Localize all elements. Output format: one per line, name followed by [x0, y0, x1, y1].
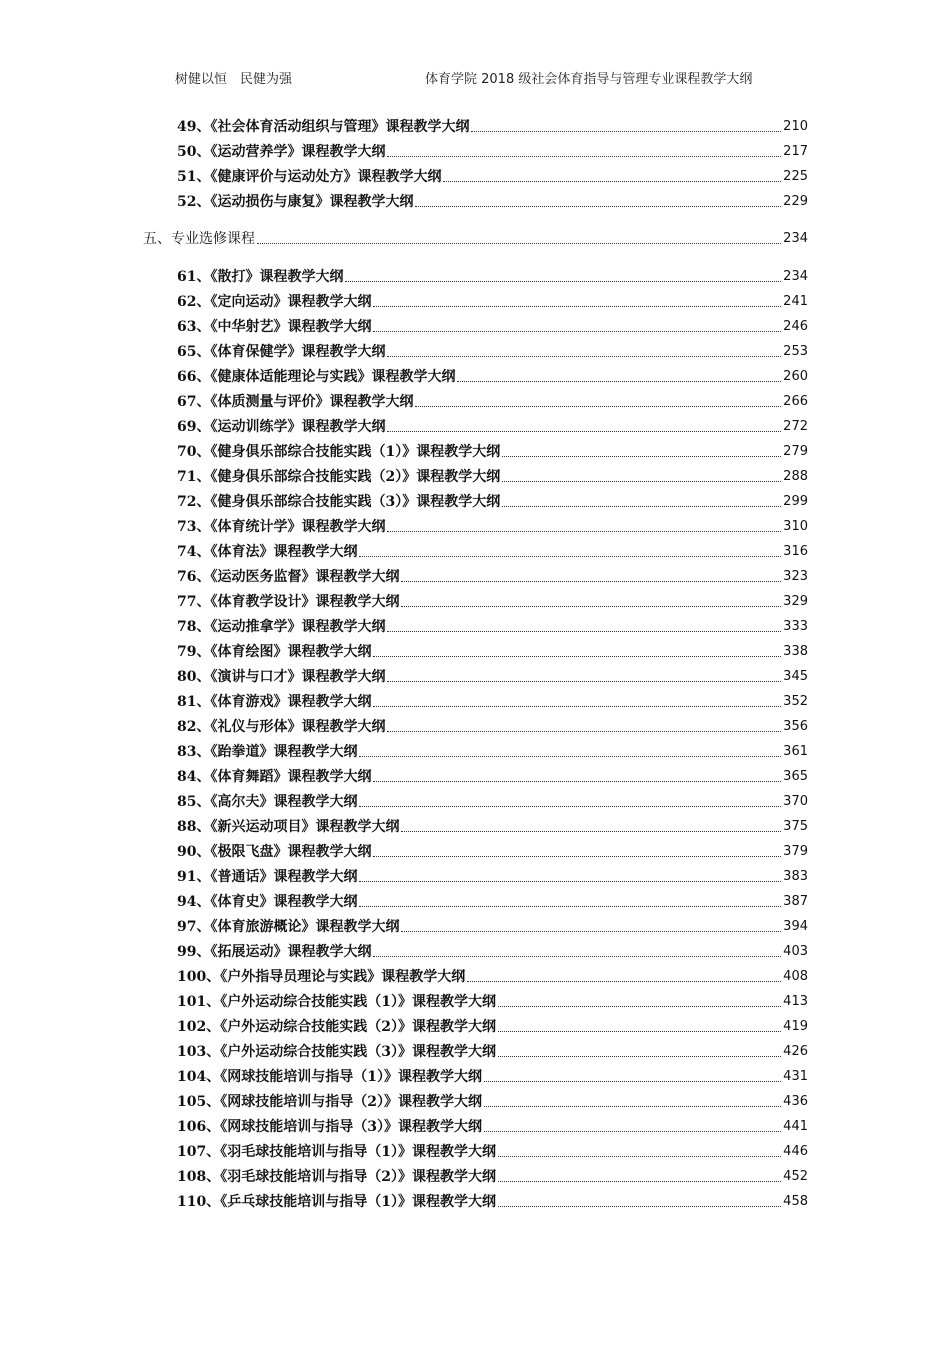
- header-motto: 树健以恒 民健为强: [175, 72, 293, 87]
- toc-entry-title: 51、《健康评价与运动处方》课程教学大纲: [177, 169, 442, 185]
- toc-entry[interactable]: [177, 542, 808, 562]
- toc-dot-leader: [387, 680, 781, 682]
- toc-entry-page-number: 408: [783, 969, 808, 984]
- toc-entry[interactable]: [177, 1092, 808, 1112]
- toc-entry[interactable]: [177, 692, 808, 712]
- toc-entry[interactable]: [177, 992, 808, 1012]
- toc-entry-title: 82、《礼仪与形体》课程教学大纲: [177, 719, 386, 735]
- toc-entry-page-number: 329: [783, 594, 808, 609]
- toc-entry-page-number: 452: [783, 1169, 808, 1184]
- toc-entry-page-number: 413: [783, 994, 808, 1009]
- toc-dot-leader: [373, 330, 781, 332]
- toc-entry-page-number: 345: [783, 669, 808, 684]
- toc-entry-title: 66、《健康体适能理论与实践》课程教学大纲: [177, 369, 456, 385]
- toc-entry-title: 80、《演讲与口才》课程教学大纲: [177, 669, 386, 685]
- toc-dot-leader: [457, 380, 781, 382]
- toc-dot-leader: [401, 605, 781, 607]
- toc-dot-leader: [401, 930, 781, 932]
- toc-entry[interactable]: [177, 892, 808, 912]
- toc-entry-title: 63、《中华射艺》课程教学大纲: [177, 319, 372, 335]
- toc-entry-title: 99、《拓展运动》课程教学大纲: [177, 944, 372, 960]
- toc-entry-page-number: 436: [783, 1094, 808, 1109]
- toc-entry-title: 101、《户外运动综合技能实践（1）》课程教学大纲: [177, 994, 496, 1010]
- toc-entry[interactable]: [177, 1042, 808, 1062]
- toc-dot-leader: [359, 805, 781, 807]
- toc-entry-page-number: 458: [783, 1194, 808, 1209]
- toc-entry[interactable]: [177, 442, 808, 462]
- toc-entry-page-number: 387: [783, 894, 808, 909]
- toc-dot-leader: [373, 655, 781, 657]
- toc-entry-page-number: 279: [783, 444, 808, 459]
- toc-dot-leader: [373, 780, 781, 782]
- toc-entry-title: 91、《普通话》课程教学大纲: [177, 869, 358, 885]
- toc-entry-title: 72、《健身俱乐部综合技能实践（3）》课程教学大纲: [177, 494, 501, 510]
- toc-entry-title: 104、《网球技能培训与指导（1）》课程教学大纲: [177, 1069, 482, 1085]
- toc-dot-leader: [415, 405, 781, 407]
- toc-entry[interactable]: [177, 667, 808, 687]
- toc-entry-page-number: 316: [783, 544, 808, 559]
- toc-entry-title: 94、《体育史》课程教学大纲: [177, 894, 358, 910]
- toc-entry-title: 102、《户外运动综合技能实践（2）》课程教学大纲: [177, 1019, 496, 1035]
- toc-entry-title: 76、《运动医务监督》课程教学大纲: [177, 569, 400, 585]
- toc-entry-page-number: 217: [783, 144, 808, 159]
- toc-entry[interactable]: [177, 767, 808, 787]
- toc-entry-page-number: 234: [783, 269, 808, 284]
- toc-dot-leader: [359, 905, 781, 907]
- toc-entry-page-number: 426: [783, 1044, 808, 1059]
- toc-entry-page-number: 234: [783, 231, 808, 246]
- toc-entry[interactable]: [177, 1192, 808, 1212]
- toc-dot-leader: [498, 1030, 781, 1032]
- toc-entry[interactable]: [177, 342, 808, 362]
- toc-entry[interactable]: [177, 1142, 808, 1162]
- toc-entry-page-number: 310: [783, 519, 808, 534]
- toc-entry[interactable]: [177, 1067, 808, 1087]
- toc-dot-leader: [498, 1055, 781, 1057]
- toc-entry-page-number: 370: [783, 794, 808, 809]
- toc-dot-leader: [498, 1155, 781, 1157]
- toc-dot-leader: [502, 480, 781, 482]
- toc-dot-leader: [401, 580, 781, 582]
- toc-dot-leader: [484, 1080, 781, 1082]
- toc-entry[interactable]: [177, 292, 808, 312]
- toc-dot-leader: [387, 355, 781, 357]
- toc-dot-leader: [373, 955, 781, 957]
- toc-dot-leader: [373, 305, 781, 307]
- toc-entry-title: 52、《运动损伤与康复》课程教学大纲: [177, 194, 414, 210]
- toc-entry-page-number: 241: [783, 294, 808, 309]
- toc-dot-leader: [467, 980, 781, 982]
- toc-entry-title: 97、《体育旅游概论》课程教学大纲: [177, 919, 400, 935]
- toc-entry-page-number: 260: [783, 369, 808, 384]
- toc-entry[interactable]: [177, 1167, 808, 1187]
- toc-entry-title: 61、《散打》课程教学大纲: [177, 269, 344, 285]
- toc-entry-title: 74、《体育法》课程教学大纲: [177, 544, 358, 560]
- toc-entry-title: 83、《跆拳道》课程教学大纲: [177, 744, 358, 760]
- toc-entry-page-number: 333: [783, 619, 808, 634]
- toc-entry-page-number: 229: [783, 194, 808, 209]
- toc-entry[interactable]: [177, 1117, 808, 1137]
- toc-entry-title: 65、《体育保健学》课程教学大纲: [177, 344, 386, 360]
- toc-dot-leader: [415, 205, 781, 207]
- toc-entry[interactable]: [177, 967, 808, 987]
- toc-entry-page-number: 272: [783, 419, 808, 434]
- toc-entry-title: 110、《乒乓球技能培训与指导（1）》课程教学大纲: [177, 1194, 496, 1210]
- toc-entry-page-number: 266: [783, 394, 808, 409]
- toc-entry-title: 70、《健身俱乐部综合技能实践（1）》课程教学大纲: [177, 444, 501, 460]
- toc-entry-page-number: 288: [783, 469, 808, 484]
- toc-entry-title: 49、《社会体育活动组织与管理》课程教学大纲: [177, 119, 470, 135]
- toc-dot-leader: [257, 242, 781, 244]
- toc-dot-leader: [471, 130, 781, 132]
- toc-dot-leader: [484, 1105, 781, 1107]
- toc-entry[interactable]: [177, 942, 808, 962]
- toc-entry-title: 79、《体育绘图》课程教学大纲: [177, 644, 372, 660]
- toc-entry-page-number: 394: [783, 919, 808, 934]
- toc-dot-leader: [502, 455, 781, 457]
- toc-dot-leader: [498, 1205, 781, 1207]
- toc-entry-page-number: 356: [783, 719, 808, 734]
- toc-entry[interactable]: [177, 417, 808, 437]
- toc-entry[interactable]: [177, 317, 808, 337]
- toc-entry[interactable]: [177, 742, 808, 762]
- toc-entry-title: 88、《新兴运动项目》课程教学大纲: [177, 819, 400, 835]
- toc-entry-title: 100、《户外指导员理论与实践》课程教学大纲: [177, 969, 466, 985]
- toc-entry[interactable]: [177, 917, 808, 937]
- toc-dot-leader: [373, 855, 781, 857]
- toc-entry[interactable]: [177, 142, 808, 162]
- toc-section-heading[interactable]: [143, 229, 808, 249]
- toc-entry-title: 84、《体育舞蹈》课程教学大纲: [177, 769, 372, 785]
- toc-entry-page-number: 352: [783, 694, 808, 709]
- toc-entry-page-number: 446: [783, 1144, 808, 1159]
- toc-entry-title: 62、《定向运动》课程教学大纲: [177, 294, 372, 310]
- toc-entry[interactable]: [177, 367, 808, 387]
- toc-entry[interactable]: [177, 617, 808, 637]
- toc-entry-page-number: 299: [783, 494, 808, 509]
- toc-entry-title: 107、《羽毛球技能培训与指导（1）》课程教学大纲: [177, 1144, 496, 1160]
- toc-dot-leader: [387, 730, 781, 732]
- toc-entry-page-number: 365: [783, 769, 808, 784]
- toc-entry-title: 69、《运动训练学》课程教学大纲: [177, 419, 386, 435]
- toc-entry[interactable]: [177, 792, 808, 812]
- toc-entry[interactable]: [177, 867, 808, 887]
- toc-entry-title: 50、《运动营养学》课程教学大纲: [177, 144, 386, 160]
- toc-dot-leader: [387, 155, 781, 157]
- toc-dot-leader: [345, 280, 781, 282]
- toc-entry[interactable]: [177, 167, 808, 187]
- toc-entry-page-number: 323: [783, 569, 808, 584]
- toc-entry-page-number: 375: [783, 819, 808, 834]
- toc-entry-title: 103、《户外运动综合技能实践（3）》课程教学大纲: [177, 1044, 496, 1060]
- toc-dot-leader: [387, 430, 781, 432]
- toc-entry-title: 77、《体育教学设计》课程教学大纲: [177, 594, 400, 610]
- toc-dot-leader: [359, 555, 781, 557]
- toc-entry-page-number: 361: [783, 744, 808, 759]
- toc-entry-page-number: 431: [783, 1069, 808, 1084]
- toc-entry-page-number: 246: [783, 319, 808, 334]
- toc-entry[interactable]: [177, 492, 808, 512]
- toc-entry-title: 67、《体质测量与评价》课程教学大纲: [177, 394, 414, 410]
- toc-entry-title: 90、《极限飞盘》课程教学大纲: [177, 844, 372, 860]
- toc-dot-leader: [502, 505, 781, 507]
- toc-entry-page-number: 253: [783, 344, 808, 359]
- toc-entry[interactable]: [177, 642, 808, 662]
- toc-dot-leader: [359, 755, 781, 757]
- toc-entry[interactable]: [177, 567, 808, 587]
- toc-dot-leader: [359, 880, 781, 882]
- toc-entry-title: 73、《体育统计学》课程教学大纲: [177, 519, 386, 535]
- toc-entry-title: 81、《体育游戏》课程教学大纲: [177, 694, 372, 710]
- toc-entry[interactable]: [177, 817, 808, 837]
- toc-dot-leader: [401, 830, 781, 832]
- toc-entry[interactable]: [177, 192, 808, 212]
- toc-dot-leader: [498, 1180, 781, 1182]
- toc-entry-page-number: 338: [783, 644, 808, 659]
- toc-dot-leader: [387, 530, 781, 532]
- toc-entry-title: 108、《羽毛球技能培训与指导（2）》课程教学大纲: [177, 1169, 496, 1185]
- toc-dot-leader: [373, 705, 781, 707]
- toc-entry-page-number: 225: [783, 169, 808, 184]
- toc-entry-page-number: 441: [783, 1119, 808, 1134]
- toc-entry[interactable]: [177, 392, 808, 412]
- toc-entry[interactable]: [177, 267, 808, 287]
- toc-entry-page-number: 403: [783, 944, 808, 959]
- toc-entry-page-number: 383: [783, 869, 808, 884]
- toc-entry-title: 85、《高尔夫》课程教学大纲: [177, 794, 358, 810]
- toc-entry[interactable]: [177, 117, 808, 137]
- toc-entry-title: 71、《健身俱乐部综合技能实践（2）》课程教学大纲: [177, 469, 501, 485]
- toc-entry-title: 五、专业选修课程: [143, 231, 255, 247]
- toc-entry-title: 78、《运动推拿学》课程教学大纲: [177, 619, 386, 635]
- toc-dot-leader: [484, 1130, 781, 1132]
- toc-entry-title: 105、《网球技能培训与指导（2）》课程教学大纲: [177, 1094, 482, 1110]
- toc-entry-page-number: 419: [783, 1019, 808, 1034]
- toc-dot-leader: [387, 630, 781, 632]
- toc-entry[interactable]: [177, 717, 808, 737]
- toc-entry-page-number: 210: [783, 119, 808, 134]
- toc-entry[interactable]: [177, 592, 808, 612]
- toc-entry[interactable]: [177, 467, 808, 487]
- header-document-title: 体育学院 2018 级社会体育指导与管理专业课程教学大纲: [425, 72, 753, 87]
- toc-entry[interactable]: [177, 842, 808, 862]
- toc-dot-leader: [498, 1005, 781, 1007]
- toc-entry[interactable]: [177, 517, 808, 537]
- toc-dot-leader: [443, 180, 781, 182]
- toc-entry-title: 106、《网球技能培训与指导（3）》课程教学大纲: [177, 1119, 482, 1135]
- toc-entry[interactable]: [177, 1017, 808, 1037]
- toc-entry-page-number: 379: [783, 844, 808, 859]
